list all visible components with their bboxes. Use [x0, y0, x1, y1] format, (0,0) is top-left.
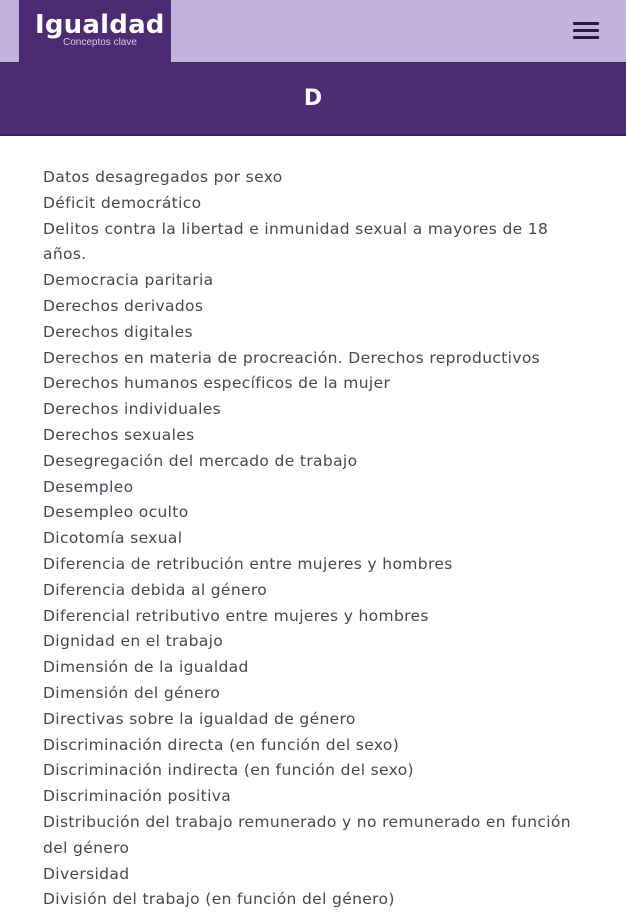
term-link[interactable]: División del trabajo (en función del género) — [43, 890, 395, 909]
list-item — [43, 733, 588, 759]
term-link[interactable]: Dicotomía sexual — [43, 529, 183, 548]
list-item — [43, 294, 588, 320]
term-link[interactable]: Diversidad — [43, 864, 130, 883]
list-item — [43, 552, 588, 578]
term-link[interactable]: Datos desagregados por sexo — [43, 168, 283, 186]
section-letter: D — [303, 86, 323, 111]
term-link[interactable]: Déficit democrático — [43, 193, 202, 212]
term-link[interactable]: Desempleo oculto — [43, 503, 189, 522]
term-link[interactable]: Dignidad en el trabajo — [43, 632, 224, 651]
list-item — [43, 629, 588, 655]
term-link[interactable]: Derechos humanos específicos de la mujer — [43, 374, 391, 393]
term-link[interactable]: Distribución del trabajo remunerado y no remunerado en función del género — [43, 812, 571, 857]
list-item — [43, 449, 588, 475]
list-item — [43, 346, 588, 372]
list-item — [43, 578, 588, 604]
list-item — [43, 268, 588, 294]
hamburger-menu-icon[interactable] — [568, 16, 604, 46]
list-item — [43, 604, 588, 630]
term-link[interactable]: Desempleo — [43, 477, 134, 496]
list-item — [43, 707, 588, 733]
list-item — [43, 165, 588, 191]
term-link[interactable]: Diferencia debida al género — [43, 580, 268, 599]
list-item — [43, 758, 588, 784]
term-link[interactable]: Diferencia de retribución entre mujeres y hombres — [43, 554, 453, 573]
term-link[interactable]: Desegregación del mercado de trabajo — [43, 451, 358, 470]
term-link[interactable]: Derechos en materia de procreación. Derechos reproductivos — [43, 348, 541, 367]
list-item — [43, 500, 588, 526]
term-link[interactable]: Derechos sexuales — [43, 425, 195, 444]
list-item — [43, 475, 588, 501]
term-link[interactable]: Delitos contra la libertad e inmunidad sexual a mayores de 18 años. — [43, 219, 549, 264]
site-logo[interactable] — [19, 0, 171, 62]
term-link[interactable]: Derechos individuales — [43, 400, 222, 419]
list-item — [43, 320, 588, 346]
list-item — [43, 397, 588, 423]
term-link[interactable]: Diferencial retributivo entre mujeres y hombres — [43, 606, 429, 625]
term-link[interactable]: Directivas sobre la igualdad de género — [43, 709, 356, 728]
list-item — [43, 526, 588, 552]
list-item — [43, 810, 588, 862]
term-link[interactable]: Dimensión del género — [43, 683, 221, 702]
menu-line — [573, 22, 599, 25]
list-item — [43, 655, 588, 681]
list-item — [43, 191, 588, 217]
term-link[interactable]: Dimensión de la igualdad — [43, 658, 249, 677]
term-link[interactable]: Derechos derivados — [43, 296, 204, 315]
list-item — [43, 217, 588, 269]
menu-line — [573, 29, 599, 32]
logo-subtitle: Conceptos clave — [63, 37, 137, 48]
term-link[interactable]: Discriminación indirecta (en función del sexo) — [43, 761, 414, 780]
term-link[interactable]: Democracia paritaria — [43, 271, 214, 290]
letter-header — [0, 62, 626, 136]
terms-list — [43, 165, 588, 913]
list-item — [43, 681, 588, 707]
term-link[interactable]: Discriminación positiva — [43, 787, 232, 806]
term-link[interactable]: Discriminación directa (en función del sexo) — [43, 735, 400, 754]
logo-title: Igualdad — [35, 10, 165, 40]
top-bar — [0, 0, 626, 62]
term-link[interactable]: Derechos digitales — [43, 322, 193, 341]
list-item — [43, 862, 588, 888]
list-item — [43, 371, 588, 397]
list-item — [43, 887, 588, 913]
list-item — [43, 784, 588, 810]
menu-line — [573, 36, 599, 39]
list-item — [43, 423, 588, 449]
